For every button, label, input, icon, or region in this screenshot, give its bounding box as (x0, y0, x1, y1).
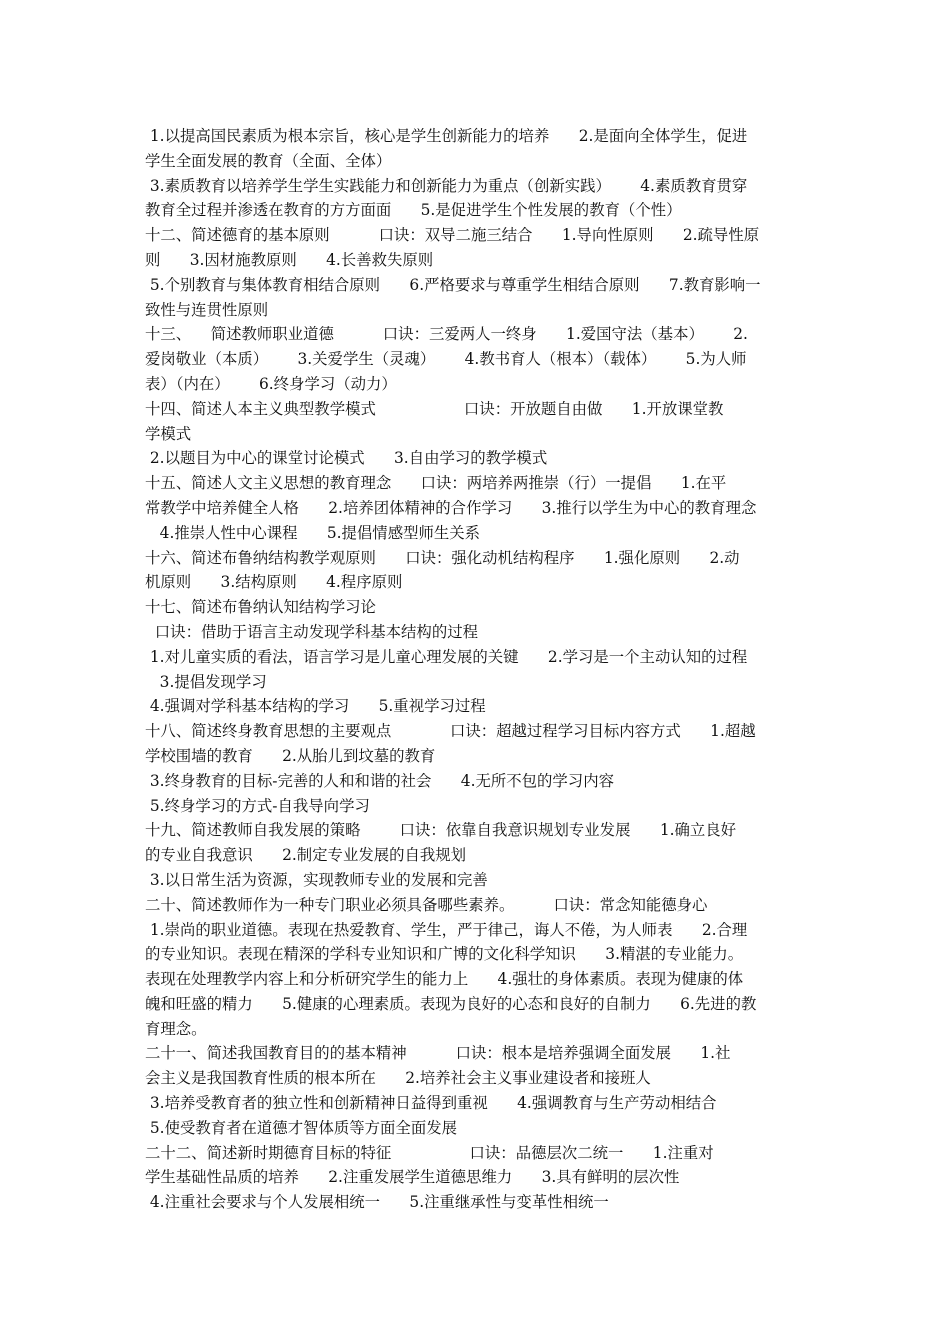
text-line: 1.对儿童实质的看法，语言学习是儿童心理发展的关键 2.学习是一个主动认知的过程 (145, 647, 748, 666)
text-line: 十九、简述教师自我发展的策略 口诀：依靠自我意识规划专业发展 1.确立良好 (145, 821, 737, 840)
text-line: 常教学中培养健全人格 2.培养团体精神的合作学习 3.推行以学生为中心的教育理念 (145, 498, 757, 517)
text-line: 十二、简述德育的基本原则 口诀：双导二施三结合 1.导向性原则 2.疏导性原 (145, 226, 760, 245)
text-line: 二十、简述教师作为一种专门职业必须具备哪些素养。 口诀：常念知能德身心 (145, 895, 708, 914)
text-line: 3.素质教育以培养学生学生实践能力和创新能力为重点（创新实践） 4.素质教育贯穿 (145, 176, 748, 195)
text-line: 4.推崇人性中心课程 5.提倡情感型师生关系 (145, 523, 481, 542)
text-line: 教育全过程并渗透在教育的方方面面 5.是促进学生个性发展的教育（个性） (145, 201, 682, 220)
text-line: 会主义是我国教育性质的根本所在 2.培养社会主义事业建设者和接班人 (145, 1069, 651, 1088)
text-line: 5.个别教育与集体教育相结合原则 6.严格要求与尊重学生相结合原则 7.教育影响一 (145, 275, 761, 294)
document-body (145, 124, 810, 1215)
text-line: 十四、简述人本主义典型教学模式 口诀：开放题自由做 1.开放课堂教 (145, 399, 724, 418)
text-line: 4.强调对学科基本结构的学习 5.重视学习过程 (145, 697, 486, 716)
text-line: 二十一、简述我国教育目的的基本精神 口诀：根本是培养强调全面发展 1.社 (145, 1044, 731, 1063)
text-line: 十三、 简述教师职业道德 口诀：三爱两人一终身 1.爱国守法（基本） 2. (145, 325, 748, 344)
text-line: 表）（内在） 6.终身学习（动力） (145, 374, 397, 393)
text-line: 5.终身学习的方式-自我导向学习 (145, 796, 370, 815)
text-line: 的专业自我意识 2.制定专业发展的自我规划 (145, 846, 467, 865)
text-line: 二十二、简述新时期德育目标的特征 口诀：品德层次二统一 1.注重对 (145, 1143, 714, 1162)
text-line: 则 3.因材施教原则 4.长善救失原则 (145, 250, 434, 269)
text-line: 十六、简述布鲁纳结构教学观原则 口诀：强化动机结构程序 1.强化原则 2.动 (145, 548, 740, 567)
text-line: 1.崇尚的职业道德。表现在热爱教育、学生，严于律己，诲人不倦，为人师表 2.合理 (145, 920, 748, 939)
text-line: 十七、简述布鲁纳认知结构学习论 (145, 598, 376, 617)
text-line: 十八、简述终身教育思想的主要观点 口诀：超越过程学习目标内容方式 1.超越 (145, 722, 756, 741)
text-line: 育理念。 (145, 1019, 207, 1038)
text-line: 学校围墙的教育 2.从胎儿到坟墓的教育 (145, 746, 436, 765)
text-line: 的专业知识。表现在精深的学科专业知识和广博的文化科学知识 3.精湛的专业能力。 (145, 945, 744, 964)
text-line: 5.使受教育者在道德才智体质等方面全面发展 (145, 1118, 457, 1137)
text-line: 学模式 (145, 424, 192, 443)
text-line: 2.以题目为中心的课堂讨论模式 3.自由学习的教学模式 (145, 449, 548, 468)
text-line: 3.提倡发现学习 (145, 672, 267, 691)
text-line: 4.注重社会要求与个人发展相统一 5.注重继承性与变革性相统一 (145, 1193, 609, 1212)
text-line: 爱岗敬业（本质） 3.关爱学生（灵魂） 4.教书育人（根本）（载体） 5.为人师 (145, 350, 747, 369)
text-line: 3.终身教育的目标-完善的人和和谐的社会 4.无所不包的学习内容 (145, 771, 614, 790)
text-line: 表现在处理教学内容上和分析研究学生的能力上 4.强壮的身体素质。表现为健康的体 (145, 970, 744, 989)
text-line: 致性与连贯性原则 (145, 300, 269, 319)
text-line: 3.以日常生活为资源，实现教师专业的发展和完善 (145, 870, 488, 889)
text-line: 1.以提高国民素质为根本宗旨，核心是学生创新能力的培养 2.是面向全体学生，促进 (145, 127, 748, 145)
text-line: 机原则 3.结构原则 4.程序原则 (145, 573, 403, 592)
text-line: 3.培养受教育者的独立性和创新精神日益得到重视 4.强调教育与生产劳动相结合 (145, 1094, 717, 1113)
text-line: 口诀：借助于语言主动发现学科基本结构的过程 (145, 622, 478, 641)
text-line: 十五、简述人文主义思想的教育理念 口诀：两培养两推崇（行）一提倡 1.在平 (145, 474, 727, 493)
text-line: 学生基础性品质的培养 2.注重发展学生道德思维力 3.具有鲜明的层次性 (145, 1168, 680, 1187)
text-line: 学生全面发展的教育（全面、全体） (145, 151, 392, 170)
text-line: 魄和旺盛的精力 5.健康的心理素质。表现为良好的心态和良好的自制力 6.先进的教 (145, 994, 757, 1013)
